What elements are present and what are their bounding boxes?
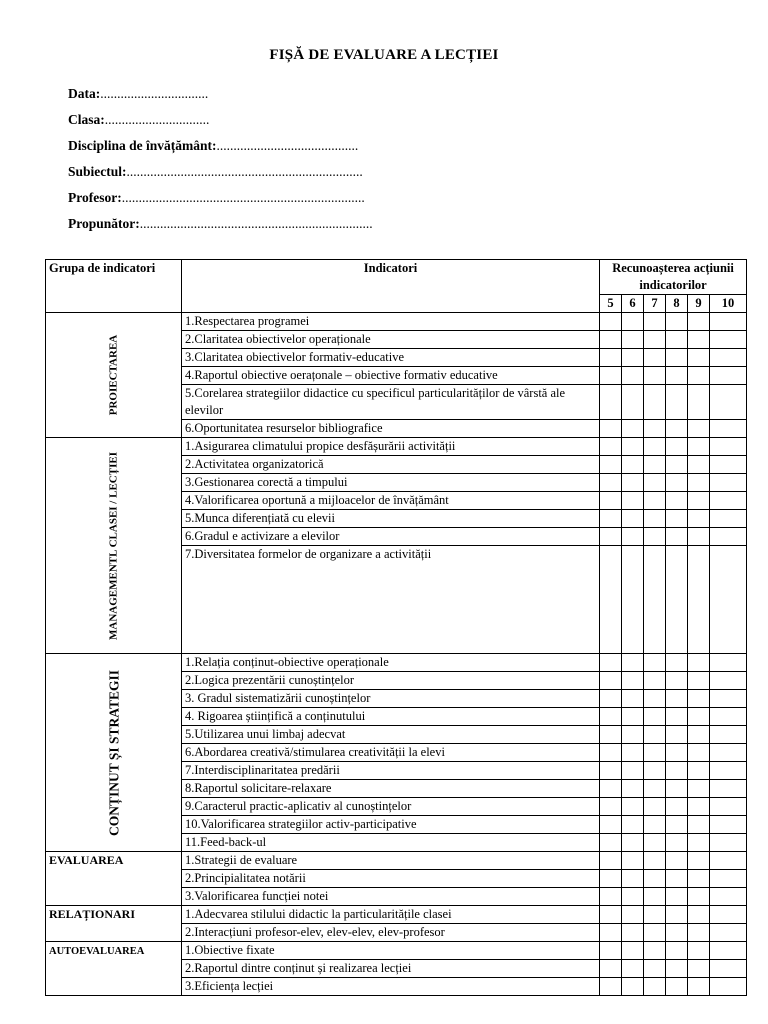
score-cell[interactable]	[710, 762, 747, 780]
score-cell[interactable]	[710, 816, 747, 834]
subject-field[interactable]	[68, 164, 373, 190]
group-label: MANAGEMENTL CLASEI / LECȚIEI	[107, 451, 119, 640]
indicator-cell: 1.Respectarea programei	[182, 313, 600, 331]
indicator-cell: 1.Adecvarea stilului didactic la particularitățile clasei	[182, 906, 600, 924]
score-cell[interactable]	[600, 762, 622, 780]
score-cell[interactable]	[688, 385, 710, 420]
score-cell[interactable]	[600, 456, 622, 474]
score-cell[interactable]	[710, 420, 747, 438]
score-cell[interactable]	[688, 906, 710, 924]
score-cell[interactable]	[688, 708, 710, 726]
score-cell[interactable]	[644, 906, 666, 924]
score-cell[interactable]	[710, 690, 747, 708]
score-cell[interactable]	[688, 349, 710, 367]
table-row	[46, 313, 747, 331]
score-cell[interactable]	[666, 924, 688, 942]
score-cell[interactable]	[688, 690, 710, 708]
indicator-cell: 4. Rigoarea științifică a conținutului	[182, 708, 600, 726]
score-cell[interactable]	[688, 474, 710, 492]
score-cell[interactable]	[644, 349, 666, 367]
indicator-cell: 3. Gradul sistematizării cunoștințelor	[182, 690, 600, 708]
score-cell[interactable]	[666, 726, 688, 744]
score-cell[interactable]	[644, 708, 666, 726]
score-cell[interactable]	[644, 852, 666, 870]
indicator-cell: 8.Raportul solicitare-relaxare	[182, 780, 600, 798]
field-label: Profesor:	[68, 190, 122, 205]
score-cell[interactable]	[622, 834, 644, 852]
score-cell[interactable]	[600, 816, 622, 834]
score-cell[interactable]	[600, 744, 622, 762]
indicator-cell: 2.Raportul dintre conținut și realizarea lecției	[182, 960, 600, 978]
score-cell[interactable]	[666, 690, 688, 708]
discipline-field[interactable]	[68, 138, 373, 164]
indicator-cell: 5.Utilizarea unui limbaj adecvat	[182, 726, 600, 744]
page-title: FIȘĂ DE EVALUARE A LECȚIEI	[269, 47, 499, 63]
field-dots: .....................................................................	[139, 216, 373, 231]
field-dots: ......................................................................	[126, 164, 363, 179]
indicator-cell: 7.Diversitatea formelor de organizare a activității	[182, 546, 600, 654]
score-cell[interactable]	[622, 456, 644, 474]
field-label: Disciplina de învățământ:	[68, 138, 217, 153]
score-cell[interactable]	[710, 654, 747, 672]
score-cell[interactable]	[644, 420, 666, 438]
score-cell[interactable]	[622, 492, 644, 510]
score-cell[interactable]	[600, 367, 622, 385]
score-cell[interactable]	[644, 313, 666, 331]
score-cell[interactable]	[622, 780, 644, 798]
indicator-cell: 2.Logica prezentării cunoștințelor	[182, 672, 600, 690]
score-cell[interactable]	[644, 960, 666, 978]
score-cell[interactable]	[644, 924, 666, 942]
score-cell[interactable]	[644, 474, 666, 492]
indicator-cell: 2.Claritatea obiectivelor operaționale	[182, 331, 600, 349]
score-cell[interactable]	[710, 726, 747, 744]
score-cell[interactable]	[666, 510, 688, 528]
score-cell[interactable]	[666, 744, 688, 762]
score-cell[interactable]	[622, 654, 644, 672]
score-header: 8	[666, 295, 688, 313]
indicator-cell: 7.Interdisciplinaritatea predării	[182, 762, 600, 780]
score-cell[interactable]	[644, 385, 666, 420]
indicator-cell: 10.Valorificarea strategiilor activ-participative	[182, 816, 600, 834]
score-cell[interactable]	[600, 978, 622, 996]
score-cell[interactable]	[644, 978, 666, 996]
class-field[interactable]	[68, 112, 373, 138]
score-cell[interactable]	[644, 888, 666, 906]
score-cell[interactable]	[644, 744, 666, 762]
score-cell[interactable]	[688, 888, 710, 906]
score-header: 10	[710, 295, 747, 313]
score-cell[interactable]	[644, 780, 666, 798]
group-autoevaluarea	[46, 942, 182, 996]
field-dots: ...............................	[104, 112, 210, 127]
score-cell[interactable]	[666, 780, 688, 798]
score-cell[interactable]	[622, 420, 644, 438]
score-cell[interactable]	[644, 672, 666, 690]
score-cell[interactable]	[600, 313, 622, 331]
group-proiectarea	[46, 313, 182, 438]
score-cell[interactable]	[600, 438, 622, 456]
indicator-cell: 11.Feed-back-ul	[182, 834, 600, 852]
score-cell[interactable]	[688, 942, 710, 960]
indicator-cell: 1.Asigurarea climatului propice desfășurării activității	[182, 438, 600, 456]
indicator-cell: 6.Oportunitatea resurselor bibliografice	[182, 420, 600, 438]
score-cell[interactable]	[644, 654, 666, 672]
proposer-field[interactable]	[68, 216, 373, 242]
indicator-cell: 5.Munca diferențiată cu elevii	[182, 510, 600, 528]
indicator-cell: 5.Corelarea strategiilor didactice cu specificul particularităților de vârstă ale elevilor	[182, 385, 600, 420]
score-cell[interactable]	[710, 474, 747, 492]
score-cell[interactable]	[644, 762, 666, 780]
score-cell[interactable]	[666, 870, 688, 888]
score-cell[interactable]	[688, 438, 710, 456]
score-cell[interactable]	[622, 331, 644, 349]
score-cell[interactable]	[622, 367, 644, 385]
indicator-cell: 2.Interacțiuni profesor-elev, elev-elev, elev-profesor	[182, 924, 600, 942]
score-cell[interactable]	[600, 798, 622, 816]
score-cell[interactable]	[622, 313, 644, 331]
score-cell[interactable]	[666, 708, 688, 726]
score-cell[interactable]	[600, 654, 622, 672]
score-cell[interactable]	[688, 960, 710, 978]
field-label: Data:	[68, 86, 101, 101]
score-cell[interactable]	[666, 798, 688, 816]
group-label: AUTOEVALUAREA	[49, 946, 145, 957]
score-cell[interactable]	[666, 888, 688, 906]
score-cell[interactable]	[622, 816, 644, 834]
indicator-cell: 9.Caracterul practic-aplicativ al cunoștințelor	[182, 798, 600, 816]
field-label: Clasa:	[68, 112, 105, 127]
score-cell[interactable]	[600, 960, 622, 978]
score-cell[interactable]	[666, 942, 688, 960]
indicator-cell: 1.Strategii de evaluare	[182, 852, 600, 870]
score-cell[interactable]	[644, 546, 666, 654]
score-header: 9	[688, 295, 710, 313]
score-header: 6	[622, 295, 644, 313]
score-cell[interactable]	[622, 349, 644, 367]
score-cell[interactable]	[666, 834, 688, 852]
field-dots: ................................	[100, 86, 209, 101]
score-cell[interactable]	[600, 528, 622, 546]
score-cell[interactable]	[710, 798, 747, 816]
score-cell[interactable]	[600, 546, 622, 654]
score-cell[interactable]	[600, 474, 622, 492]
score-cell[interactable]	[644, 726, 666, 744]
score-cell[interactable]	[622, 708, 644, 726]
group-label: EVALUAREA	[49, 853, 124, 867]
teacher-field[interactable]	[68, 190, 373, 216]
group-evaluarea	[46, 852, 182, 906]
header-recognition: Recunoașterea acțiunii indicatorilor	[600, 260, 747, 295]
indicator-cell: 1.Obiective fixate	[182, 942, 600, 960]
score-cell[interactable]	[644, 492, 666, 510]
score-cell[interactable]	[644, 816, 666, 834]
score-cell[interactable]	[622, 474, 644, 492]
score-cell[interactable]	[622, 744, 644, 762]
score-cell[interactable]	[666, 960, 688, 978]
score-cell[interactable]	[666, 852, 688, 870]
score-cell[interactable]	[622, 798, 644, 816]
score-cell[interactable]	[600, 834, 622, 852]
field-label: Propunător:	[68, 216, 140, 231]
header-fields	[68, 86, 373, 242]
indicator-cell: 6.Abordarea creativă/stimularea creativității la elevi	[182, 744, 600, 762]
score-cell[interactable]	[688, 780, 710, 798]
score-cell[interactable]	[600, 924, 622, 942]
indicator-cell: 3.Gestionarea corectă a timpului	[182, 474, 600, 492]
score-cell[interactable]	[644, 510, 666, 528]
score-header: 7	[644, 295, 666, 313]
score-cell[interactable]	[600, 942, 622, 960]
score-cell[interactable]	[644, 834, 666, 852]
score-cell[interactable]	[710, 331, 747, 349]
score-cell[interactable]	[644, 438, 666, 456]
score-cell[interactable]	[666, 349, 688, 367]
score-cell[interactable]	[622, 942, 644, 960]
score-cell[interactable]	[688, 546, 710, 654]
header-indicators: Indicatori	[182, 260, 600, 313]
score-cell[interactable]	[644, 798, 666, 816]
score-cell[interactable]	[666, 906, 688, 924]
score-cell[interactable]	[688, 420, 710, 438]
group-management	[46, 438, 182, 654]
score-cell[interactable]	[622, 546, 644, 654]
group-label: PROIECTAREA	[107, 334, 119, 416]
score-cell[interactable]	[688, 672, 710, 690]
score-cell[interactable]	[688, 744, 710, 762]
score-cell[interactable]	[622, 385, 644, 420]
score-cell[interactable]	[688, 816, 710, 834]
score-cell[interactable]	[622, 960, 644, 978]
score-cell[interactable]	[622, 690, 644, 708]
indicator-cell: 3.Eficiența lecției	[182, 978, 600, 996]
score-cell[interactable]	[710, 960, 747, 978]
score-cell[interactable]	[710, 978, 747, 996]
score-cell[interactable]	[710, 852, 747, 870]
table-row	[46, 654, 747, 672]
date-field[interactable]	[68, 86, 373, 112]
indicator-cell: 3.Valorificarea funcției notei	[182, 888, 600, 906]
score-cell[interactable]	[600, 331, 622, 349]
score-cell[interactable]	[710, 834, 747, 852]
score-cell[interactable]	[666, 672, 688, 690]
score-cell[interactable]	[644, 456, 666, 474]
field-label: Subiectul:	[68, 164, 127, 179]
score-cell[interactable]	[688, 726, 710, 744]
score-cell[interactable]	[666, 654, 688, 672]
score-cell[interactable]	[710, 780, 747, 798]
score-cell[interactable]	[710, 528, 747, 546]
score-cell[interactable]	[666, 456, 688, 474]
score-cell[interactable]	[710, 870, 747, 888]
table-row	[46, 942, 747, 960]
score-cell[interactable]	[688, 528, 710, 546]
group-label: RELAȚIONARI	[49, 907, 136, 921]
score-cell[interactable]	[710, 349, 747, 367]
score-cell[interactable]	[600, 780, 622, 798]
score-cell[interactable]	[600, 888, 622, 906]
score-cell[interactable]	[600, 492, 622, 510]
score-cell[interactable]	[710, 546, 747, 654]
indicator-cell: 2.Principialitatea notării	[182, 870, 600, 888]
indicator-cell: 4.Valorificarea oportună a mijloacelor de învățământ	[182, 492, 600, 510]
score-cell[interactable]	[688, 654, 710, 672]
score-cell[interactable]	[666, 492, 688, 510]
score-cell[interactable]	[666, 978, 688, 996]
score-cell[interactable]	[600, 349, 622, 367]
field-dots: ........................................................................	[121, 190, 365, 205]
score-cell[interactable]	[710, 906, 747, 924]
score-cell[interactable]	[710, 367, 747, 385]
field-dots: ..........................................	[216, 138, 359, 153]
table-row	[46, 438, 747, 456]
score-cell[interactable]	[644, 942, 666, 960]
score-cell[interactable]	[600, 672, 622, 690]
score-cell[interactable]	[622, 726, 644, 744]
score-cell[interactable]	[666, 331, 688, 349]
score-cell[interactable]	[622, 888, 644, 906]
score-cell[interactable]	[710, 708, 747, 726]
score-cell[interactable]	[710, 492, 747, 510]
table-row	[46, 906, 747, 924]
score-cell[interactable]	[600, 708, 622, 726]
score-cell[interactable]	[688, 834, 710, 852]
indicator-cell: 6.Gradul e activizare a elevilor	[182, 528, 600, 546]
score-cell[interactable]	[644, 528, 666, 546]
indicator-cell: 2.Activitatea organizatorică	[182, 456, 600, 474]
score-cell[interactable]	[688, 367, 710, 385]
score-cell[interactable]	[666, 420, 688, 438]
group-relationari	[46, 906, 182, 942]
score-cell[interactable]	[622, 852, 644, 870]
score-cell[interactable]	[622, 672, 644, 690]
score-cell[interactable]	[600, 906, 622, 924]
score-cell[interactable]	[600, 870, 622, 888]
score-cell[interactable]	[688, 762, 710, 780]
header-group: Grupa de indicatori	[46, 260, 182, 313]
score-cell[interactable]	[666, 367, 688, 385]
score-cell[interactable]	[600, 420, 622, 438]
score-cell[interactable]	[666, 816, 688, 834]
score-cell[interactable]	[710, 744, 747, 762]
score-cell[interactable]	[688, 510, 710, 528]
score-cell[interactable]	[688, 456, 710, 474]
score-cell[interactable]	[710, 924, 747, 942]
score-cell[interactable]	[666, 528, 688, 546]
score-cell[interactable]	[622, 510, 644, 528]
score-cell[interactable]	[622, 528, 644, 546]
score-cell[interactable]	[688, 492, 710, 510]
group-continut	[46, 654, 182, 852]
score-cell[interactable]	[600, 385, 622, 420]
evaluation-table	[45, 259, 747, 996]
indicator-cell: 1.Relația conținut-obiective operaționale	[182, 654, 600, 672]
score-cell[interactable]	[644, 367, 666, 385]
score-header: 5	[600, 295, 622, 313]
score-cell[interactable]	[622, 978, 644, 996]
score-cell[interactable]	[666, 474, 688, 492]
score-cell[interactable]	[710, 456, 747, 474]
score-cell[interactable]	[710, 385, 747, 420]
score-cell[interactable]	[600, 690, 622, 708]
score-cell[interactable]	[600, 510, 622, 528]
score-cell[interactable]	[644, 331, 666, 349]
score-cell[interactable]	[710, 672, 747, 690]
score-cell[interactable]	[688, 870, 710, 888]
table-row	[46, 852, 747, 870]
score-cell[interactable]	[666, 546, 688, 654]
score-cell[interactable]	[644, 690, 666, 708]
score-cell[interactable]	[666, 385, 688, 420]
indicator-cell: 4.Raportul obiective oerațonale – obiective formativ educative	[182, 367, 600, 385]
score-cell[interactable]	[688, 978, 710, 996]
score-cell[interactable]	[710, 942, 747, 960]
score-cell[interactable]	[710, 888, 747, 906]
score-cell[interactable]	[622, 438, 644, 456]
score-cell[interactable]	[688, 852, 710, 870]
score-cell[interactable]	[710, 313, 747, 331]
group-label: CONȚINUT ȘI STRATEGII	[106, 669, 121, 836]
score-cell[interactable]	[666, 762, 688, 780]
score-cell[interactable]	[688, 798, 710, 816]
indicator-cell: 3.Claritatea obiectivelor formativ-educative	[182, 349, 600, 367]
score-cell[interactable]	[622, 870, 644, 888]
score-cell[interactable]	[600, 852, 622, 870]
score-cell[interactable]	[688, 313, 710, 331]
score-cell[interactable]	[600, 726, 622, 744]
score-cell[interactable]	[710, 438, 747, 456]
score-cell[interactable]	[622, 924, 644, 942]
score-cell[interactable]	[644, 870, 666, 888]
score-cell[interactable]	[688, 924, 710, 942]
score-cell[interactable]	[666, 313, 688, 331]
score-cell[interactable]	[622, 906, 644, 924]
score-cell[interactable]	[666, 438, 688, 456]
score-cell[interactable]	[622, 762, 644, 780]
score-cell[interactable]	[688, 331, 710, 349]
score-cell[interactable]	[710, 510, 747, 528]
